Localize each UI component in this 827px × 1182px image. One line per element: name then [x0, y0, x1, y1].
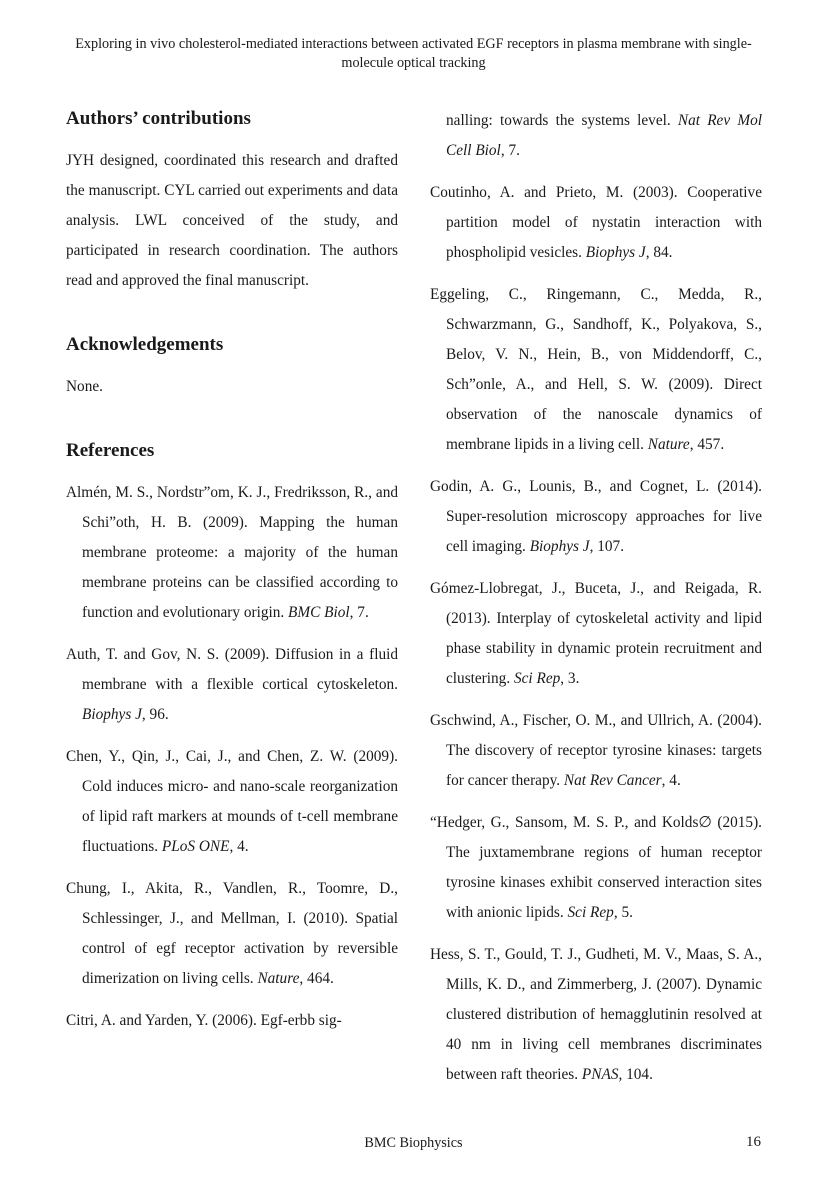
- reference-continuation-text: nalling: towards the systems level.: [446, 112, 678, 129]
- footer-journal-name: BMC Biophysics: [364, 1135, 463, 1151]
- reference-volume: , 457.: [689, 436, 725, 453]
- reference-entry: [430, 574, 762, 694]
- reference-journal: Biophys J: [585, 244, 646, 261]
- reference-entry: [66, 640, 398, 730]
- reference-authors-title: Coutinho, A. and Prieto, M. (2003). Cooperative partition model of nystatin interaction with phospholipid vesicles.: [430, 184, 762, 261]
- reference-entry: [66, 742, 398, 862]
- reference-continuation-journal: Nat Rev Mol Cell Biol: [446, 112, 762, 159]
- reference-entry: [66, 874, 398, 994]
- contributions-heading: Authors’ contributions: [66, 108, 251, 129]
- reference-list-right: [430, 178, 762, 1090]
- contributions-section: [66, 106, 398, 296]
- references-section: [66, 438, 398, 1036]
- reference-journal: Nature: [257, 970, 300, 987]
- references-heading: References: [66, 440, 155, 461]
- reference-entry: [430, 178, 762, 268]
- reference-authors-title: Gschwind, A., Fischer, O. M., and Ullrich, A. (2004). The discovery of receptor tyrosine kinases: targets for cancer therapy.: [430, 712, 762, 789]
- acknowledgements-text: None.: [66, 378, 103, 395]
- reference-journal: Nat Rev Cancer: [563, 772, 662, 789]
- reference-entry: [430, 472, 762, 562]
- reference-authors-title: Almén, M. S., Nordstr”om, K. J., Fredriksson, R., and Schi”oth, H. B. (2009). Mapping the human membrane proteome: a majority of the human membrane proteins can be classified according to function and evolutionary origin.: [66, 484, 398, 621]
- reference-journal: PNAS: [581, 1066, 619, 1083]
- reference-volume: , 96.: [141, 706, 169, 723]
- reference-entry: [66, 478, 398, 628]
- reference-entry: [430, 280, 762, 460]
- acknowledgements-section: [66, 332, 398, 402]
- reference-volume: , 7.: [349, 604, 369, 621]
- reference-volume: , 4.: [661, 772, 681, 789]
- reference-journal: PLoS ONE: [161, 838, 230, 855]
- reference-authors-title: Hess, S. T., Gould, T. J., Gudheti, M. V., Maas, S. A., Mills, K. D., and Zimmerberg, J. (2007). Dynamic clustered distribution of hemagglutinin resolved at 40 nm in living cell membranes discriminates between raft theories.: [430, 946, 762, 1083]
- reference-volume: , 107.: [589, 538, 625, 555]
- reference-list-left: [66, 478, 398, 1036]
- right-column: [430, 106, 762, 1102]
- reference-journal: Sci Rep: [513, 670, 561, 687]
- reference-authors-title: “Hedger, G., Sansom, M. S. P., and Kolds∅ (2015). The juxtamembrane regions of human receptor tyrosine kinases exhibit conserved interaction sites with anionic lipids.: [430, 814, 762, 921]
- contributions-text: JYH designed, coordinated this research and drafted the manuscript. CYL carried out experiments and data analysis. LWL conceived of the study, and participated in research coordination. The authors read and approved the final manuscript.: [66, 152, 398, 289]
- reference-entry: [430, 706, 762, 796]
- reference-authors-title: Godin, A. G., Lounis, B., and Cognet, L. (2014). Super-resolution microscopy approaches for live cell imaging.: [430, 478, 762, 555]
- reference-authors-title: Citri, A. and Yarden, Y. (2006). Egf-erbb sig-: [66, 1012, 342, 1029]
- reference-entry: [430, 808, 762, 928]
- acknowledgements-heading: Acknowledgements: [66, 334, 224, 355]
- reference-authors-title: Chung, I., Akita, R., Vandlen, R., Toomre, D., Schlessinger, J., and Mellman, I. (2010). Spatial control of egf receptor activation by reversible dimerization on living cells.: [66, 880, 398, 987]
- reference-authors-title: Auth, T. and Gov, N. S. (2009). Diffusion in a fluid membrane with a flexible cortical cytoskeleton.: [66, 646, 398, 693]
- reference-volume: , 5.: [613, 904, 633, 921]
- reference-journal: Nature: [647, 436, 690, 453]
- reference-volume: , 3.: [560, 670, 580, 687]
- reference-volume: , 464.: [299, 970, 334, 987]
- reference-authors-title: Gómez-Llobregat, J., Buceta, J., and Reigada, R. (2013). Interplay of cytoskeletal activity and lipid phase stability in dynamic protein recruitment and clustering.: [430, 580, 762, 687]
- reference-continuation-volume: , 7.: [500, 142, 520, 159]
- reference-authors-title: Eggeling, C., Ringemann, C., Medda, R., Schwarzmann, G., Sandhoff, K., Polyakova, S., Belov, V. N., Hein, B., von Middendorff, C., Sch”onle, A., and Hell, S. W. (2009). Direct observation of the nanoscale dynamics of membrane lipids in a living cell.: [430, 286, 762, 453]
- reference-volume: , 4.: [229, 838, 249, 855]
- reference-entry: [430, 940, 762, 1090]
- reference-journal: BMC Biol: [288, 604, 350, 621]
- running-title: Exploring in vivo cholesterol-mediated interactions between activated EGF receptors in plasma membrane with single-molecule optical tracking: [75, 36, 752, 71]
- page-number: 16: [746, 1134, 761, 1150]
- reference-journal: Sci Rep: [567, 904, 614, 921]
- left-column: [66, 106, 398, 1048]
- reference-journal: Biophys J: [529, 538, 590, 555]
- reference-journal: Biophys J: [82, 706, 142, 723]
- reference-continuation: [430, 106, 762, 166]
- reference-entry: [66, 1006, 398, 1036]
- reference-volume: , 104.: [618, 1066, 653, 1083]
- reference-volume: , 84.: [645, 244, 673, 261]
- reference-authors-title: Chen, Y., Qin, J., Cai, J., and Chen, Z. W. (2009). Cold induces micro- and nano-scale reorganization of lipid raft markers at mounds of t-cell membrane fluctuations.: [66, 748, 398, 855]
